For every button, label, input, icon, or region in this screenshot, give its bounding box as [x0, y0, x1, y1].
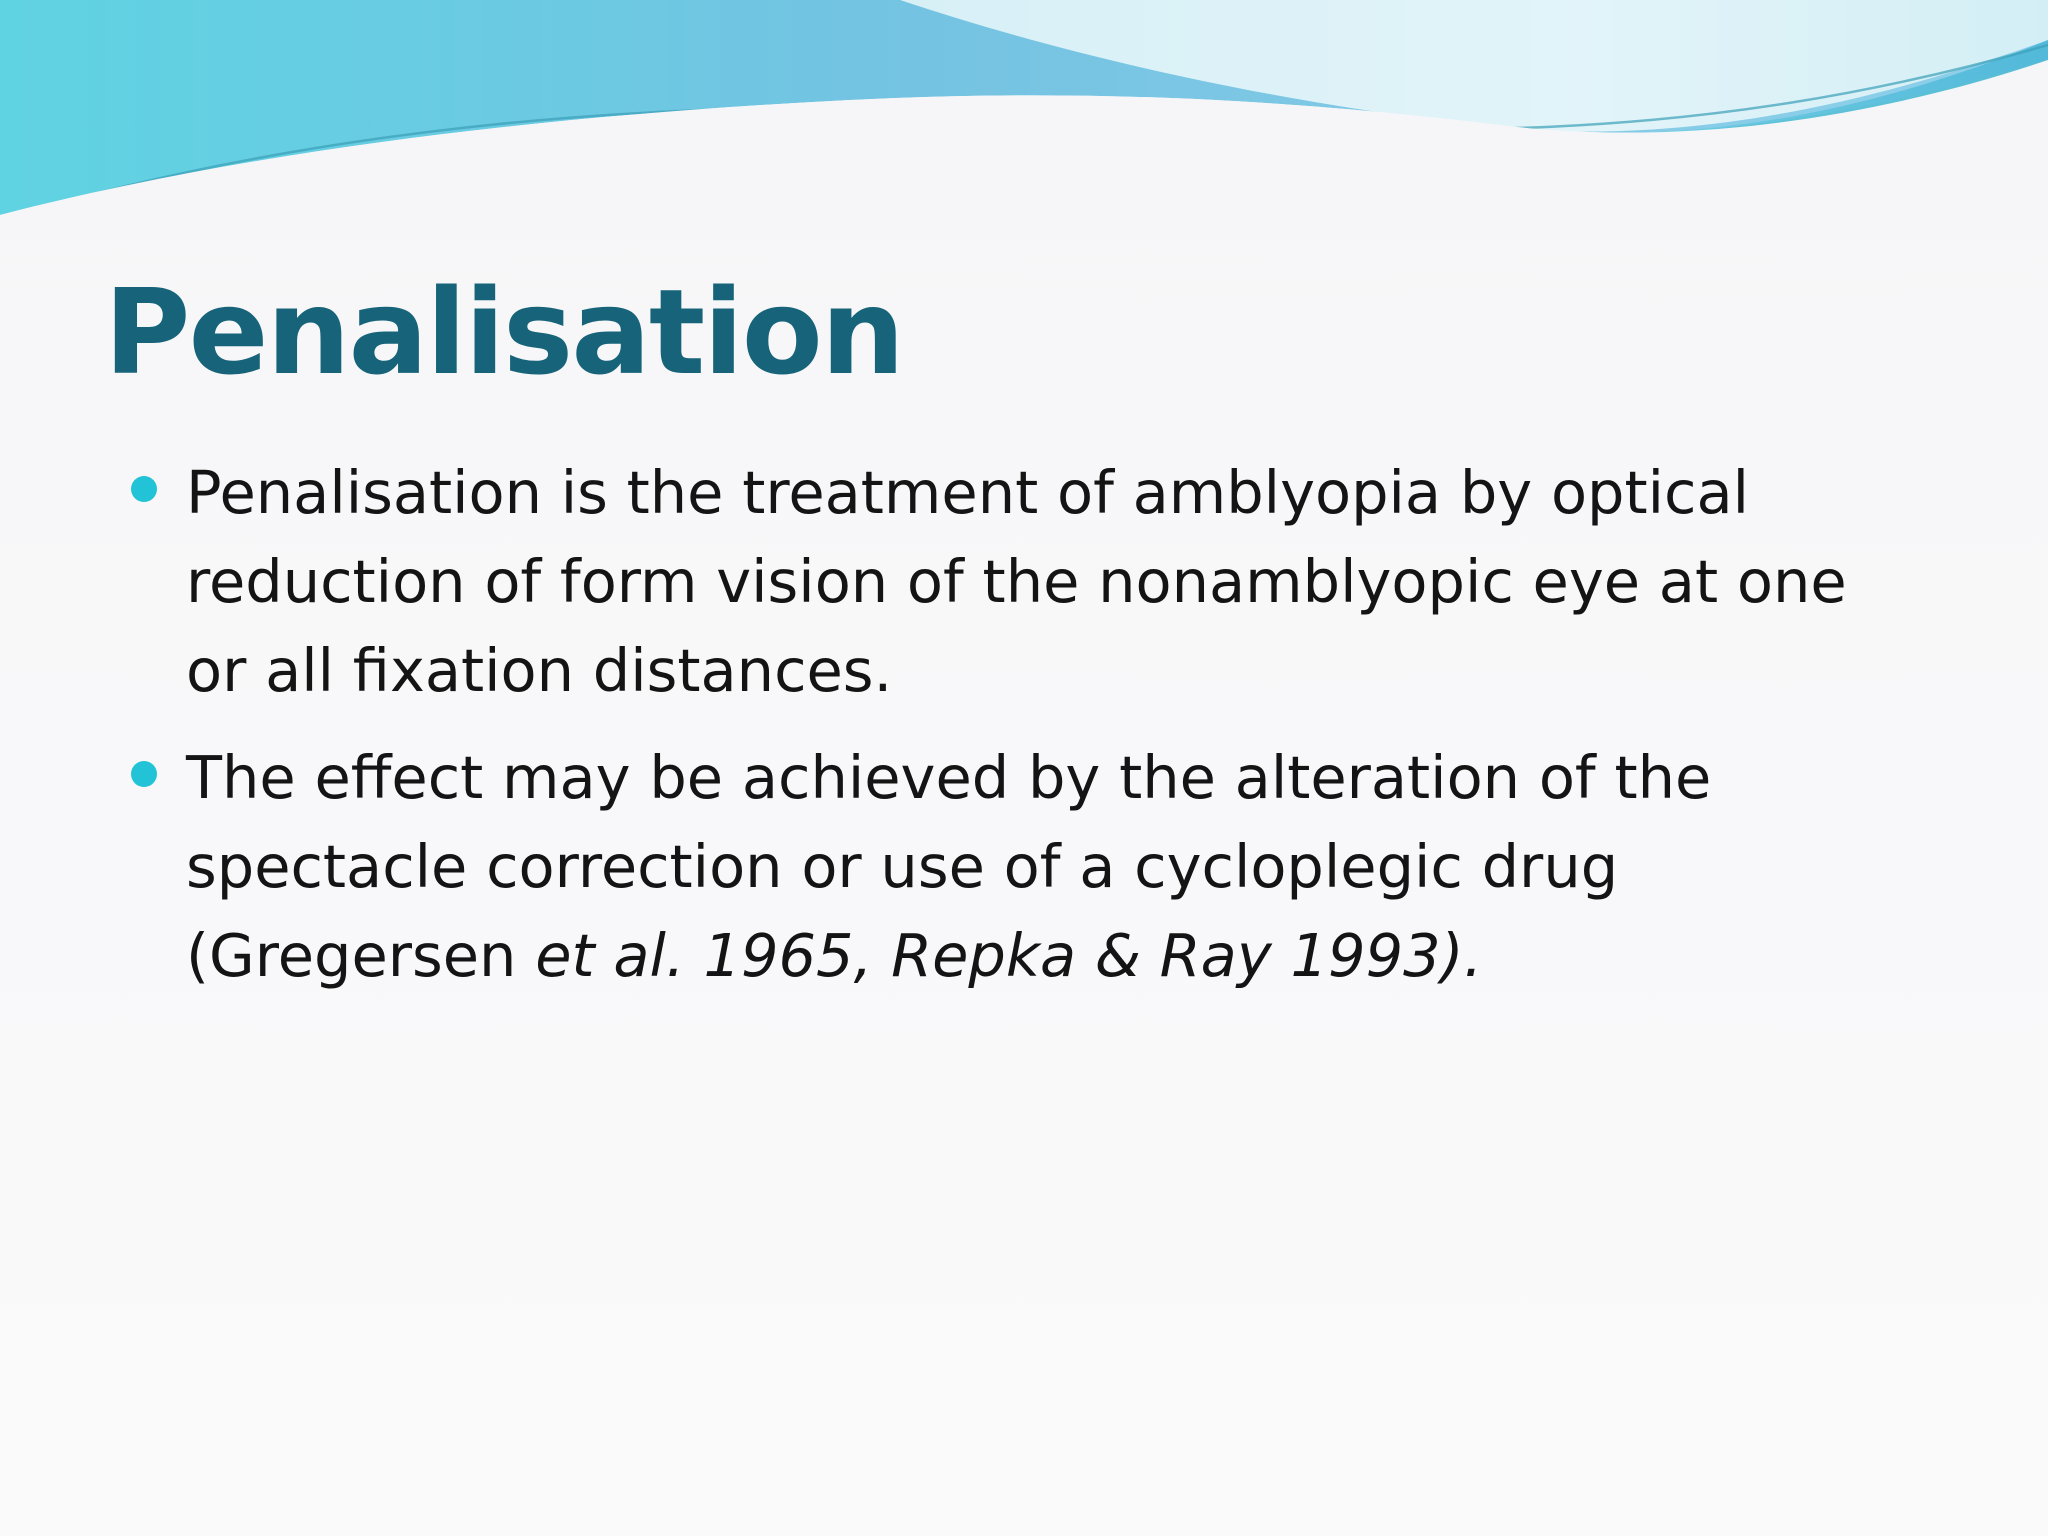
citation-italic: et al. 1965, Repka & Ray 1993).	[535, 921, 1483, 990]
bullet-list	[126, 448, 1946, 1018]
bullet-item	[126, 733, 1946, 1000]
citation-line	[186, 911, 1946, 1000]
citation-prefix: (Gregersen	[186, 921, 536, 990]
bullet-text-line: Penalisation is the treatment of amblyopia by optical	[186, 458, 1750, 527]
slide-title: Penalisation	[104, 263, 903, 401]
bullet-dot-icon	[131, 476, 157, 502]
decorative-wave-header	[0, 0, 2048, 240]
bullet-item	[126, 448, 1946, 715]
bullet-dot-icon	[131, 761, 157, 787]
bullet-text-line: reduction of form vision of the nonamblyopic eye at one	[186, 547, 1847, 616]
bullet-text-line: The effect may be achieved by the alteration of the	[186, 743, 1712, 812]
bullet-text-line: or all fixation distances.	[186, 636, 893, 705]
bullet-text-line: spectacle correction or use of a cycloplegic drug	[186, 832, 1619, 901]
